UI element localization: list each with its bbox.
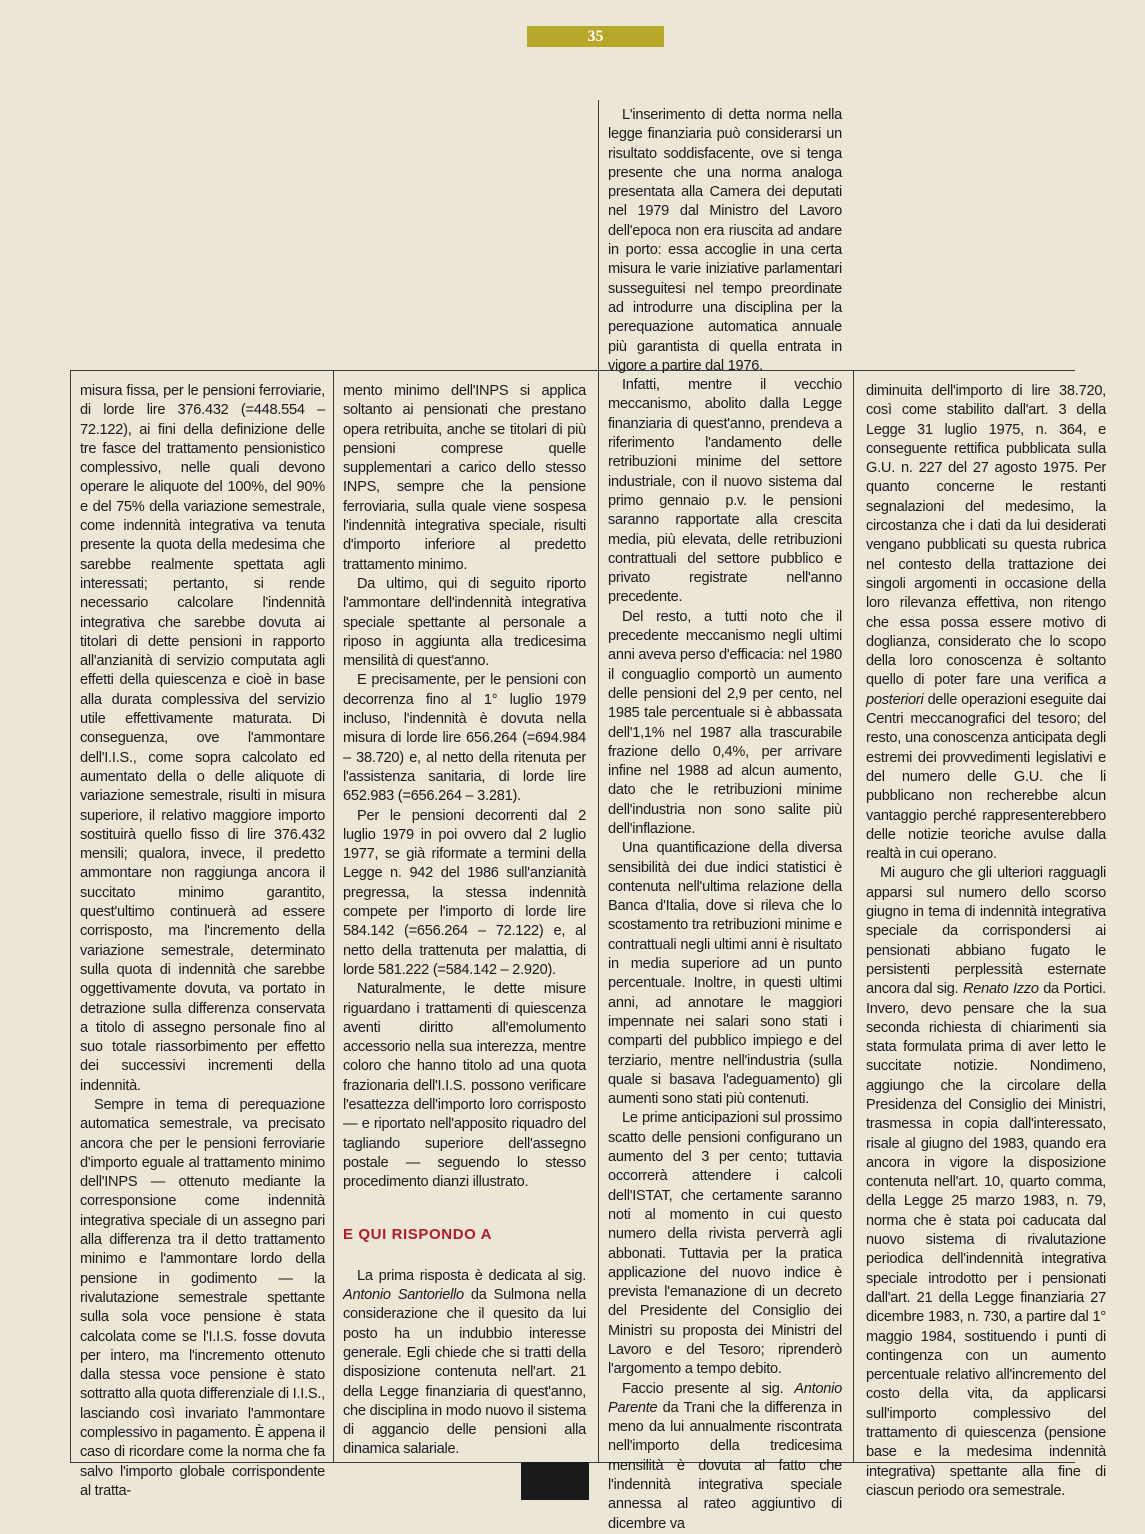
paragraph: Naturalmente, le dette misure riguardano i trattamenti di quiescenza aventi diritto all'emolumento accessorio nella sua interezza, mentre coloro che hanno titolo ad una quota frazionaria dell'I.I.S. possono verificare l'esattezza dell'importo loro corrisposto — e riportato nell'apposito riquadro del tagliando superiore dell'assegno postale — seguendo lo stesso procedimento dianzi illustrato. [343,981,586,1191]
reader-name: Antonio Santoriello [343,1287,464,1304]
column-divider-1 [333,370,334,1462]
column-divider-2 [598,100,599,1462]
reader-name: Antonio Parente [608,1380,842,1416]
column-divider-3 [853,370,854,1462]
latin-phrase: a posteriori [866,672,1106,708]
paragraph: Del resto, a tutti noto che il precedente meccanismo negli ultimi anni aveva perso d'efficacia: nel 1980 il conguaglio comportò un aumento delle pensioni del 2,9 per cento, nel 1985 tale percentuale si è abbassata dell'1,1% nel 1987 alla trascurabile frazione dello 0,4%, per arrivare infine nel 1988 ad alcun aumento, dato che le retribuzioni minime dell'industria non sono salite più dell'inflazione. [608,608,842,837]
paragraph: Sempre in tema di perequazione automatica semestrale, va precisato ancora che per le pensioni ferroviarie d'importo eguale al trattamento minimo dell'INPS — ottenuto mediante la corresponsione come indennità integrativa speciale di un assegno pari alla differenza tra il detto trattamento minimo e l'ammontare lordo della pensione in godimento — la rivalutazione semestrale spettante sulla sola voce pensione è stata calcolata come se l'I.I.S. fosse dovuta per intero, ma l'incremento ottenuto dalla stessa voce pensione è stato sottratto alla quota differenziale di I.I.S., lasciando così invariato l'ammontare complessivo in pagamento. È appena il caso di ricordare come la norma che fa salvo l'importo globale corrispondente al tratta- [80,1096,325,1499]
paragraph: Da ultimo, qui di seguito riporto l'ammontare dell'indennità integrativa speciale spettante al personale a riposo in aggiunta alla tredicesima mensilità di quest'anno. [343,575,586,670]
article-column-3 [608,106,842,1534]
section-heading: E QUI RISPONDO A [343,1226,493,1244]
paragraph: misura fissa, per le pensioni ferroviarie, di lorde lire 376.432 (=448.554 – 72.122), ai fini della definizione delle tre fasce del trattamento pensionistico complessivo, nelle quali devono operare le aliquote del 100%, del 90% e del 75% della variazione semestrale, come indennità integrativa va tenuta presente la quota della medesima che sarebbe realmente spettata agli interessati; pertanto, si rende necessario calcolare l'indennità integrativa che sarebbe dovuta ai titolari di dette pensioni in rapporto all'anzianità di servizio computata agli effetti della quiescenza e cioè in base alla durata complessiva del servizio utile effettivamente maturata. Di conseguenza, ove l'ammontare dell'I.I.S., come sopra calcolato ed aumentato della o delle aliquote di variazione semestrale, risulti in misura superiore, il relativo maggiore importo sostituirà quello fisso di lire 376.432 mensili; qualora, invece, il predetto ammontare non raggiunga ancora il succitato minimo garantito, quest'ultimo continuerà ad essere corrisposto, ma l'incremento della variazione semestrale, determinato sulla quota di indennità che sarebbe oggettivamente dovuta, va portato in detrazione sulla differenza conservata a titolo di assegno personale fino al suo totale riassorbimento per effetto dei successivi incrementi della indennità. [80,383,325,1094]
paragraph: diminuita dell'importo di lire 38.720, così come stabilito dall'art. 3 della Legge 31 luglio 1975, n. 364, e conseguente rettifica pubblicata sulla G.U. n. 227 del 27 agosto 1975. Per quanto concerne le restanti segnalazioni del medesimo, la circostanza che i dati da lui desiderati vengano pubblicati su questa rubrica nel contesto della trattazione dei singoli argomenti in occasione della loro rilevanza effettiva, non ritengo che essa possa essere motivo di doglianza, considerato che lo scopo della loro conoscenza è soltanto quello di poter fare una verifica a posteriori delle operazioni eseguite dai Centri meccanografici del tesoro; del resto, una conoscenza anticipata degli estremi dei provvedimenti legislativi e del numero delle G.U. che li pubblicano non recherebbe alcun vantaggio perché rappresenterebbero delle notizie teoriche avulse dalla realtà in cui operano. [866,383,1106,863]
paragraph: Faccio presente al sig. Antonio Parente da Trani che la differenza in meno da lui annualmente riscontrata nell'importo della tredicesima mensilità è dovuta al fatto che l'indennità integrativa speciale annessa al rateo aggiuntivo di dicembre va [608,1380,842,1532]
paragraph: L'inserimento di detta norma nella legge finanziaria può considerarsi un risultato soddisfacente, ove si tenga presente che una norma analoga presentata alla Camera dei deputati nel 1979 dal Ministro del Lavoro dell'epoca non era riuscita ad andare in porto: essa accoglie in una certa misura le varie iniziative parlamentari susseguitesi nel tempo preordinate ad introdurre una disciplina per la perequazione automatica annuale più garantista di quella entrata in vigore a partire dal 1976. [608,107,842,374]
frame-left-rule [70,370,71,1462]
paragraph: Una quantificazione della diversa sensibilità dei due indici statistici è contenuta nell'ultima relazione della Banca d'Italia, dove si rileva che lo scostamento tra retribuzioni minime e contrattuali negli ultimi anni è risultato in media superiore ad un punto percentuale. Inoltre, in questi ultimi anni, ad annotare le maggiori impennate nei salari sono stati i comparti del pubblico impiego e del terziario, mentre nell'industria (sulla quale si basava l'adeguamento) gli aumenti sono stati più contenuti. [608,840,842,1108]
paragraph: mento minimo dell'INPS si applica soltanto ai pensionati che prestano opera retribuita, anche se titolari di più pensioni comprese quelle supplementari a carico dello stesso INPS, sempre che la pensione ferroviaria, sulla quale viene sospesa l'indennità integrativa speciale, risulti d'importo inferiore al predetto trattamento minimo. [343,383,586,573]
article-column-4 [866,382,1106,1501]
reader-name: Renato Izzo [962,981,1039,998]
article-column-2 [343,382,586,1460]
paragraph: Infatti, mentre il vecchio meccanismo, abolito dalla Legge finanziaria di quest'anno, prendeva a riferimento l'andamento delle retribuzioni minime del settore industriale, con il nuovo sistema dal primo gennaio p.v. le pensioni saranno rapportate alla crescita media, più elevata, delle retribuzioni contrattuali del settore pubblico e privato registrate nell'anno precedente. [608,377,842,606]
paragraph: La prima risposta è dedicata al sig. Antonio Santoriello da Sulmona nella considerazione che il quesito da lui posto ha un indubbio interesse generale. Egli chiede che si tratti della disposizione contenuta nell'art. 21 della Legge finanziaria di quest'anno, che disciplina in modo nuovo il sistema di aggancio delle pensioni alla dinamica salariale. [343,1267,586,1458]
article-column-1 [80,382,325,1501]
paragraph: E precisamente, per le pensioni con decorrenza fino al 1° luglio 1979 incluso, l'indennità è dovuta nella misura di lorde lire 656.264 (=694.984 – 38.720) e, al netto della ritenuta per l'assistenza sanitaria, di lorde lire 652.983 (=656.264 – 3.281). [343,672,586,805]
frame-top-rule [70,370,1075,371]
paragraph: Mi auguro che gli ulteriori ragguagli apparsi sul numero dello scorso giugno in tema di indennità integrativa speciale da corrispondersi ai pensionati abbiano fugato le persistenti perplessità esternate ancora dal sig. Renato Izzo da Portici. Invero, devo pensare che la sua seconda richiesta di chiarimenti sia stata formulata prima di aver letto le succitate notizie. Nondimeno, aggiungo che la circolare della Presidenza del Consiglio dei Ministri, trasmessa in copia dall'interessato, risale al giugno del 1983, quando era ancora in vigore la disposizione contenuta nell'art. 10, quarto comma, della Legge 25 marzo 1983, n. 79, norma che è stata poi caducata dal nuovo sistema di rivalutazione periodica dell'indennità integrativa speciale introdotto per i pensionati dall'art. 21 della Legge finanziaria 27 dicembre 1983, n. 730, a partire dal 1° maggio 1984, sostituendo i punti di contingenza con un aumento percentuale relativo all'incremento del costo della vita, da applicarsi sull'importo complessivo del trattamento di quiescenza (pensione base e la medesima indennità integrativa) spettante alla fine di ciascun periodo ora semestrale. [866,865,1106,1499]
bottom-black-tab [521,1462,589,1500]
paragraph: Le prime anticipazioni sul prossimo scatto delle pensioni configurano un aumento del 3 per cento; tuttavia occorrerà attendere i calcoli dell'ISTAT, che certamente saranno noti al momento in cui questo numero della rivista perverrà agli abbonati. Tuttavia per la pratica applicazione del nuovo indice è prevista l'emanazione di un decreto del Presidente del Consiglio dei Ministri su proposta dei Ministri del Lavoro e del Tesoro; riprenderò l'argomento a tempo debito. [608,1110,842,1378]
page-number: 35 [527,26,664,47]
paragraph: Per le pensioni decorrenti dal 2 luglio 1979 in poi ovvero dal 2 luglio 1977, se già riformate a termini della Legge n. 942 del 1986 sull'anzianità pregressa, la stessa indennità compete per l'importo di lorde lire 584.142 (=656.264 – 72.122) e, al netto della trattenuta per malattia, di lorde 581.222 (=584.142 – 2.920). [343,807,586,978]
